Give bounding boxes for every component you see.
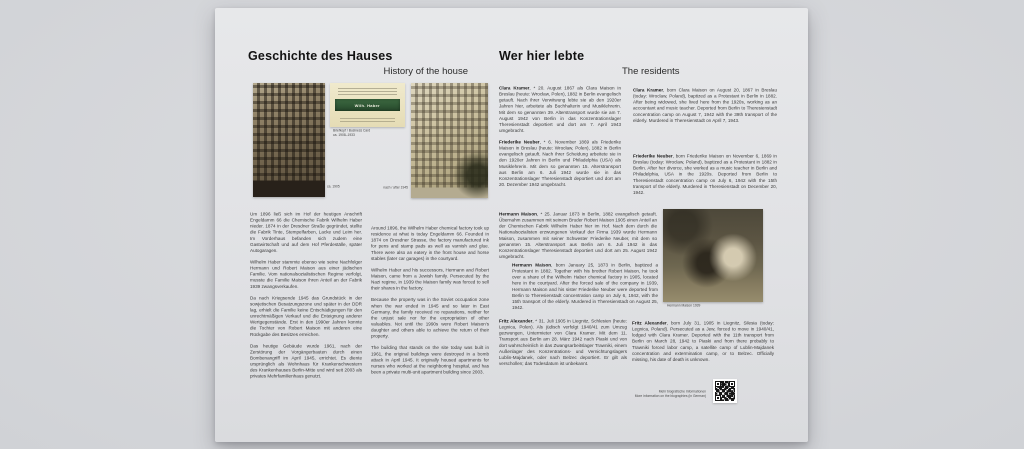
bio-hermann-maison-de: Hermann Maison, * 25. Januar 1873 in Berlin, 1882 evangelisch getauft. Übernahm zusammen mit seinem Bruder Robert Maison 1905 einen Anteil an der Chemischen Fabrik Wilhelm Haber hier im Hof. Nach dem durch die Nationalsozialisten erzwungenen Verkauf der Firma 1939 wurde Hermann Maison, zusammen mit seiner Schwester Friederike Neuber, mit dem so genannten 15. Alterstransport aus Berlin am 6. Juli 1942 in das Konzentrationslager Theresienstadt deportiert und dort am 25. August 1942 umgebracht.: [499, 211, 657, 259]
bio-fritz-alexander-en: Fritz Alexander, born July 31, 1905 in Liegnitz, Silesia (today: Legnica, Poland). Persecuted as a Jew, forced to move in 1940/41, lodged with Clara Kramer. Deported with the 11th transport from Berlin on March 28, 1942 to Piaski and from there probably to Trawniki forced labor camp, a satellite camp of Lublin-Majdanek concentration and extermination camp, or to Belzec. Officially missing, his date of death is unknown.: [632, 320, 775, 362]
hermann-maison-photo: [663, 209, 763, 302]
bio-clara-kramer-en: Clara Kramer, born Clara Maison on August 20, 1867 in Breslau (today: Wroclaw, Poland), baptized as a Protestant in Berlin in 1882. After being widowed, she lived here from the 1920s, working as an accountant and music teacher. Deported from Berlin to Theresienstadt concentration camp on August 7, 1942 with the 39th transport of the elderly. Murdered in Theresienstadt on April 7, 1943.: [633, 87, 777, 123]
qr-finder-bottom-left: [715, 395, 721, 401]
qr-finder-top-left: [715, 381, 721, 387]
bio-hermann-maison-en: Hermann Maison, born January 25, 1873 in Berlin, baptized a Protestant in 1882. Together with his brother Robert Maison, he took over a share of the Wilhelm Haber chemical factory in 1905, located here in the courtyard. After the forced sale of the company in 1939, Hermann Maison and his sister Friederike Neuber were deported from Berlin to Theresienstadt concentration camp on July 6, 1942, with the 15th transport of the elderly. Murdered in Theresienstadt on August 25, 1942.: [512, 262, 659, 310]
photo-caption-card: Briefkopf / Business Card ca. 1908–1933: [333, 129, 371, 137]
hermann-photo-caption: Hermann Maison 1939: [667, 304, 701, 308]
residents-section: [215, 8, 808, 442]
photo-caption-1945: nach / after 1945: [383, 186, 408, 190]
business-card-brand: Wilh. Haber: [354, 102, 381, 108]
history-title-en: History of the house: [383, 66, 468, 77]
history-title-de: Geschichte des Hauses: [248, 49, 393, 63]
residents-title-de: Wer hier lebte: [499, 49, 585, 63]
qr-note-de: Mehr biografische Informationen: [658, 390, 706, 394]
bio-clara-kramer-de: Clara Kramer, * 20. August 1867 als Clara Maison in Breslau (heute: Wrocław, Polen), 1882 in Berlin evangelisch getauft. Nach ihrer Verwitwung lebte sie ab den 1920er Jahren hier, arbeitete als Buchhalterin und Musiklehrerin. Mit dem so genannten 39. Alterstransport wurde sie am 7. August 1942 von Berlin in das Konzentrationslager Theresienstadt deportiert und dort am 7. April 1943 umgebracht.: [499, 85, 621, 133]
memorial-panel: [215, 8, 808, 442]
history-text-de: Um 1896 ließ sich im Hof der heutigen Anschrift Engeldamm 66 die Chemische Fabrik Wilhelm Haber nieder. 1874 in der Dresdner Straße gegründet, stellte die Fabrik Tinte, Stempelfarben, Lacke und Leim her. Im Vorderhaus befanden sich zudem eine Gastwirtschaft und auf dem Hof Pferdeställe, später Autogaragen. Wilhelm Haber stammte ebenso wie seine Nachfolger Hermann und Robert Maison aus einer jüdischen Familie. Vom nationalsozialistischen Regime verfolgt, musste die Familie Maison ihren Anteil an der Fabrik 1939 zwangsverkaufen. Da nach Kriegsende 1945 das Grundstück in der sowjetischen Besatzungszone und später in der DDR lag, erhielt die Familie keine Entschädigungen für den unrechtmäßigen Verkauf und die Enteignung anderer Wertgegenstände. Erst in den 1990er Jahren konnte die Tochter von Robert Maison mit anderen eine Rückgabe des Besitzes erreichen. Das heutige Gebäude wurde 1961, nach der Zerstörung der Vorgängerbauten durch einen Bombenangriff im April 1945, errichtet. Es diente ursprünglich als Wohnhaus für Krankenschwestern des Krankenhauses Berlin-Mitte und wird seit 2003 als privates Mehrfamilienhaus genutzt.: [250, 211, 362, 379]
qr-code: [713, 379, 737, 403]
residents-title-en: The residents: [622, 66, 680, 77]
qr-note: [595, 390, 706, 399]
photo-caption-1905: ca. 1905: [327, 185, 340, 189]
history-text-en: Around 1896, the Wilhelm Haber chemical factory took up residence at what is today Engeldamm 66. Founded in 1874 on Dresdner Strasse, the factory manufactured ink for pens and stamp pads as well as varnish and glue. There were also an eatery in the front house and horse stables (later car garages) in the courtyard. Wilhelm Haber and his successors, Hermann and Robert Maison, came from a Jewish family. Persecuted by the Nazi regime, in 1939 the Maison family was forced to sell their shares in the factory. Because the property was in the Soviet occupation zone when the war ended in 1945 and so later in East Germany, the family received no reparations, neither for the unjust sale nor for the expropriation of other valuables. Not until the 1990s were Robert Maison's daughter and others able to achieve the return of their property. The building that stands on the site today was built in 1961, the original buildings were destroyed in a bomb attack in April 1945. It originally housed apartments for nurses who worked at the neighboring hospital, and has been a private multi-unit apartment building since 2003.: [371, 225, 489, 375]
bio-friederike-neuber-en: Friederike Neuber, born Friederike Maison on November 6, 1869 in Breslau (today: Wroclaw, Poland), baptized as a Protestant in 1882 in Berlin. After her divorce, she worked as a music teacher in Berlin and Philadelphia, USA in the 1920s. Deported from Berlin to Theresienstadt concentration camp on July 6, 1942 with the 15th transport of the elderly. Murdered in Theresienstadt on December 20, 1942.: [633, 153, 777, 195]
bio-friederike-neuber-de: Friederike Neuber, * 6. November 1869 als Friederike Maison in Breslau (heute: Wrocław, Polen), 1882 in Berlin evangelisch getauft. Nach ihrer Scheidung arbeitete sie in den 1920er Jahren in Berlin und Philadelphia (USA) als Musiklehrerin. Mit dem so genannten 15. Alterstransport aus Berlin am 6. Juli 1942 wurde sie in das Konzentrationslager Theresienstadt deportiert und dort am 20. Dezember 1942 umgebracht.: [499, 139, 621, 187]
qr-finder-top-right: [729, 381, 735, 387]
bio-fritz-alexander-de: Fritz Alexander, * 31. Juli 1905 in Liegnitz, Schlesien (heute: Legnica, Polen). Als jüdisch verfolgt 1940/41 zum Umzug gezwungen, Untermieter von Clara Kramer. Mit dem 11. Transport aus Berlin am 28. März 1942 nach Piaski und von dort wahrscheinlich in das Zwangsarbeitslager Trawniki, einem Außenlager des Konzentrations- und Vernichtungslagers Lublin-Majdanek, oder nach Belzec deportiert. Er gilt als verschollen; das Todesdatum ist unbekannt.: [499, 318, 627, 366]
qr-note-en: More information on the biographies (in German): [634, 394, 706, 398]
